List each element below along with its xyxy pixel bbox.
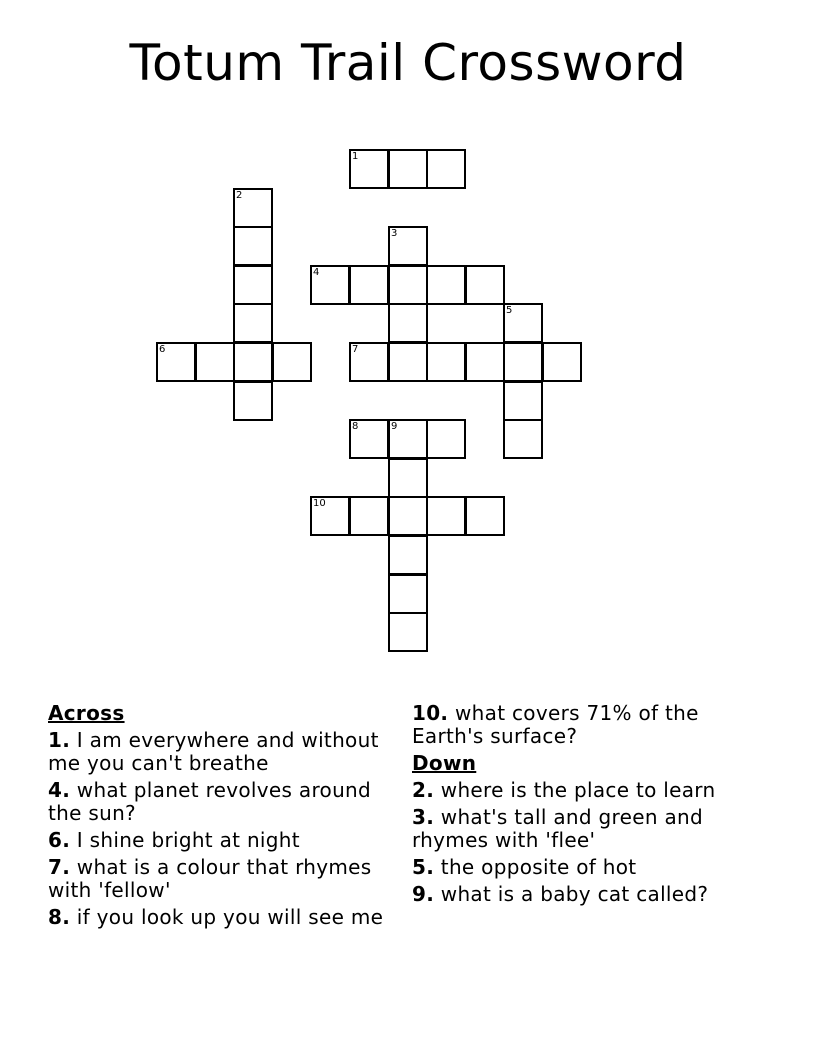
crossword-cell[interactable] (388, 419, 428, 459)
page-title: Totum Trail Crossword (129, 34, 687, 92)
clues-column-right (412, 702, 752, 910)
crossword-cell[interactable] (388, 303, 428, 343)
cell-number: 6 (159, 344, 166, 355)
crossword-cell[interactable] (349, 265, 389, 305)
across-heading: Across (48, 701, 125, 725)
crossword-cell[interactable] (503, 342, 543, 382)
down-heading: Down (412, 751, 477, 775)
crossword-cell[interactable] (195, 342, 235, 382)
clue-down-5 (412, 856, 752, 879)
clue-number: 10. (412, 701, 449, 725)
clue-text: I shine bright at night (76, 828, 300, 852)
crossword-cell[interactable] (233, 265, 273, 305)
clue-down-9 (412, 883, 752, 906)
crossword-cell[interactable] (426, 419, 466, 459)
crossword-cell[interactable] (233, 381, 273, 421)
clue-text: the opposite of hot (440, 855, 637, 879)
crossword-cell[interactable] (388, 458, 428, 498)
cell-number: 10 (313, 498, 326, 509)
crossword-cell[interactable] (233, 188, 273, 228)
crossword-cell[interactable] (233, 342, 273, 382)
crossword-cell[interactable] (388, 265, 428, 305)
cell-number: 3 (391, 228, 398, 239)
crossword-cell[interactable] (349, 149, 389, 189)
crossword-cell[interactable] (388, 612, 428, 652)
crossword-cell[interactable] (388, 574, 428, 614)
clue-text: where is the place to learn (440, 778, 716, 802)
crossword-cell[interactable] (388, 342, 428, 382)
clue-number: 6. (48, 828, 71, 852)
clue-number: 5. (412, 855, 435, 879)
clue-text: I am everywhere and without me you can't breathe (48, 728, 379, 775)
clue-number: 3. (412, 805, 435, 829)
crossword-cell[interactable] (503, 419, 543, 459)
clue-across-1 (48, 729, 388, 775)
crossword-cell[interactable] (465, 496, 505, 536)
clue-down-2 (412, 779, 752, 802)
clue-number: 2. (412, 778, 435, 802)
clue-text: what covers 71% of the Earth's surface? (412, 701, 699, 748)
crossword-cell[interactable] (349, 419, 389, 459)
crossword-cell[interactable] (388, 226, 428, 266)
crossword-cell[interactable] (349, 342, 389, 382)
crossword-cell[interactable] (388, 535, 428, 575)
cell-number: 2 (236, 190, 243, 201)
cell-number: 9 (391, 421, 398, 432)
cell-number: 4 (313, 267, 320, 278)
clue-text: what is a colour that rhymes with 'fellow' (48, 855, 372, 902)
clue-across-10 (412, 702, 752, 748)
crossword-cell[interactable] (349, 496, 389, 536)
crossword-cell[interactable] (542, 342, 582, 382)
clues-column-left (48, 702, 388, 933)
crossword-cell[interactable] (388, 149, 428, 189)
crossword-cell[interactable] (426, 149, 466, 189)
crossword-cell[interactable] (465, 342, 505, 382)
crossword-cell[interactable] (233, 226, 273, 266)
crossword-cell[interactable] (503, 381, 543, 421)
clue-across-4 (48, 779, 388, 825)
crossword-cell[interactable] (426, 342, 466, 382)
clue-number: 8. (48, 905, 71, 929)
clue-number: 4. (48, 778, 71, 802)
cell-number: 7 (352, 344, 359, 355)
crossword-cell[interactable] (233, 303, 273, 343)
clue-across-7 (48, 856, 388, 902)
crossword-cell[interactable] (272, 342, 312, 382)
clue-number: 9. (412, 882, 435, 906)
crossword-cell[interactable] (465, 265, 505, 305)
crossword-cell[interactable] (426, 265, 466, 305)
clue-across-8 (48, 906, 388, 929)
crossword-cell[interactable] (310, 496, 350, 536)
clue-down-3 (412, 806, 752, 852)
cell-number: 8 (352, 421, 359, 432)
clue-text: if you look up you will see me (76, 905, 384, 929)
clue-text: what is a baby cat called? (440, 882, 709, 906)
cell-number: 1 (352, 151, 359, 162)
clue-text: what's tall and green and rhymes with 'flee' (412, 805, 704, 852)
clue-text: what planet revolves around the sun? (48, 778, 372, 825)
crossword-cell[interactable] (388, 496, 428, 536)
cell-number: 5 (506, 305, 513, 316)
clue-number: 1. (48, 728, 71, 752)
clue-across-6 (48, 829, 388, 852)
crossword-cell[interactable] (310, 265, 350, 305)
crossword-cell[interactable] (156, 342, 196, 382)
crossword-cell[interactable] (426, 496, 466, 536)
crossword-cell[interactable] (503, 303, 543, 343)
clue-number: 7. (48, 855, 71, 879)
